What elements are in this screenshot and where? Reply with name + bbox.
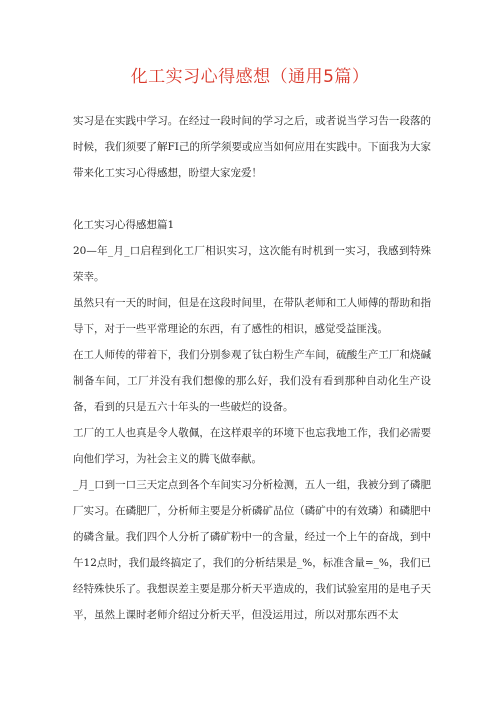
body-paragraph-3: 在工人师传的带着下，我们分别参观了钛白粉生产车间，硫酸生产工厂和烧碱制备车间，工厂并没有我们想像的那么好，我们没有看到那种自动化生产设备，看到的只是五六十年头的一些破烂的设备。 [73,349,431,413]
body-paragraph-4: 工厂的工人也真是令人敬佩，在这样艰辛的环境下也忘我地工作，我们必需要向他们学习，为社会主义的腾飞做奉献。 [73,427,431,465]
body-paragraph-2: 虽然只有一天的时间，但是在这段时间里，在带队老师和工人师傅的帮助和指导下，对于一些平常理论的东西，有了感性的相识，感觉受益匪浅。 [73,297,431,335]
section-heading: 化工实习心得感想篇1 [73,219,175,231]
document-title: 化工实习心得感想（通用5篇） [130,67,370,87]
intro-paragraph: 实习是在实践中学习。在经过一段时间的学习之后，或者说当学习告一段落的时候，我们须要了解FI己的所学须要或应当如何应用在实践中。下面我为大家带来化工实习心得感想，盼望大家宠爱！ [73,115,431,179]
document-body [73,108,431,628]
body-paragraph-1: 20—年_月_口启程到化工厂相识实习，这次能有时机到一实习，我感到特殊荣幸。 [73,245,431,283]
paragraph-spacer [73,186,431,212]
body-paragraph-5: _月_口到一口三天定点到各个车间实习分析检测，五人一组，我被分到了磷肥厂实习。在磷肥厂，分析师主要是分析磷矿品位（磷矿中的有效璘）和磷肥中的磷含量。我们四个人分析了磷矿粉中一的含量，经过一个上午的奋战，到中午12点时，我们最终搞定了，我们的分析结果是_%，标准含量=_%，我们已经特殊快乐了。我想误差主要是那分析天平造成的，我们试验室用的是电子天平，虽然上课时老师介绍过分析天平，但没运用过，所以对那东西不太 [73,479,431,621]
